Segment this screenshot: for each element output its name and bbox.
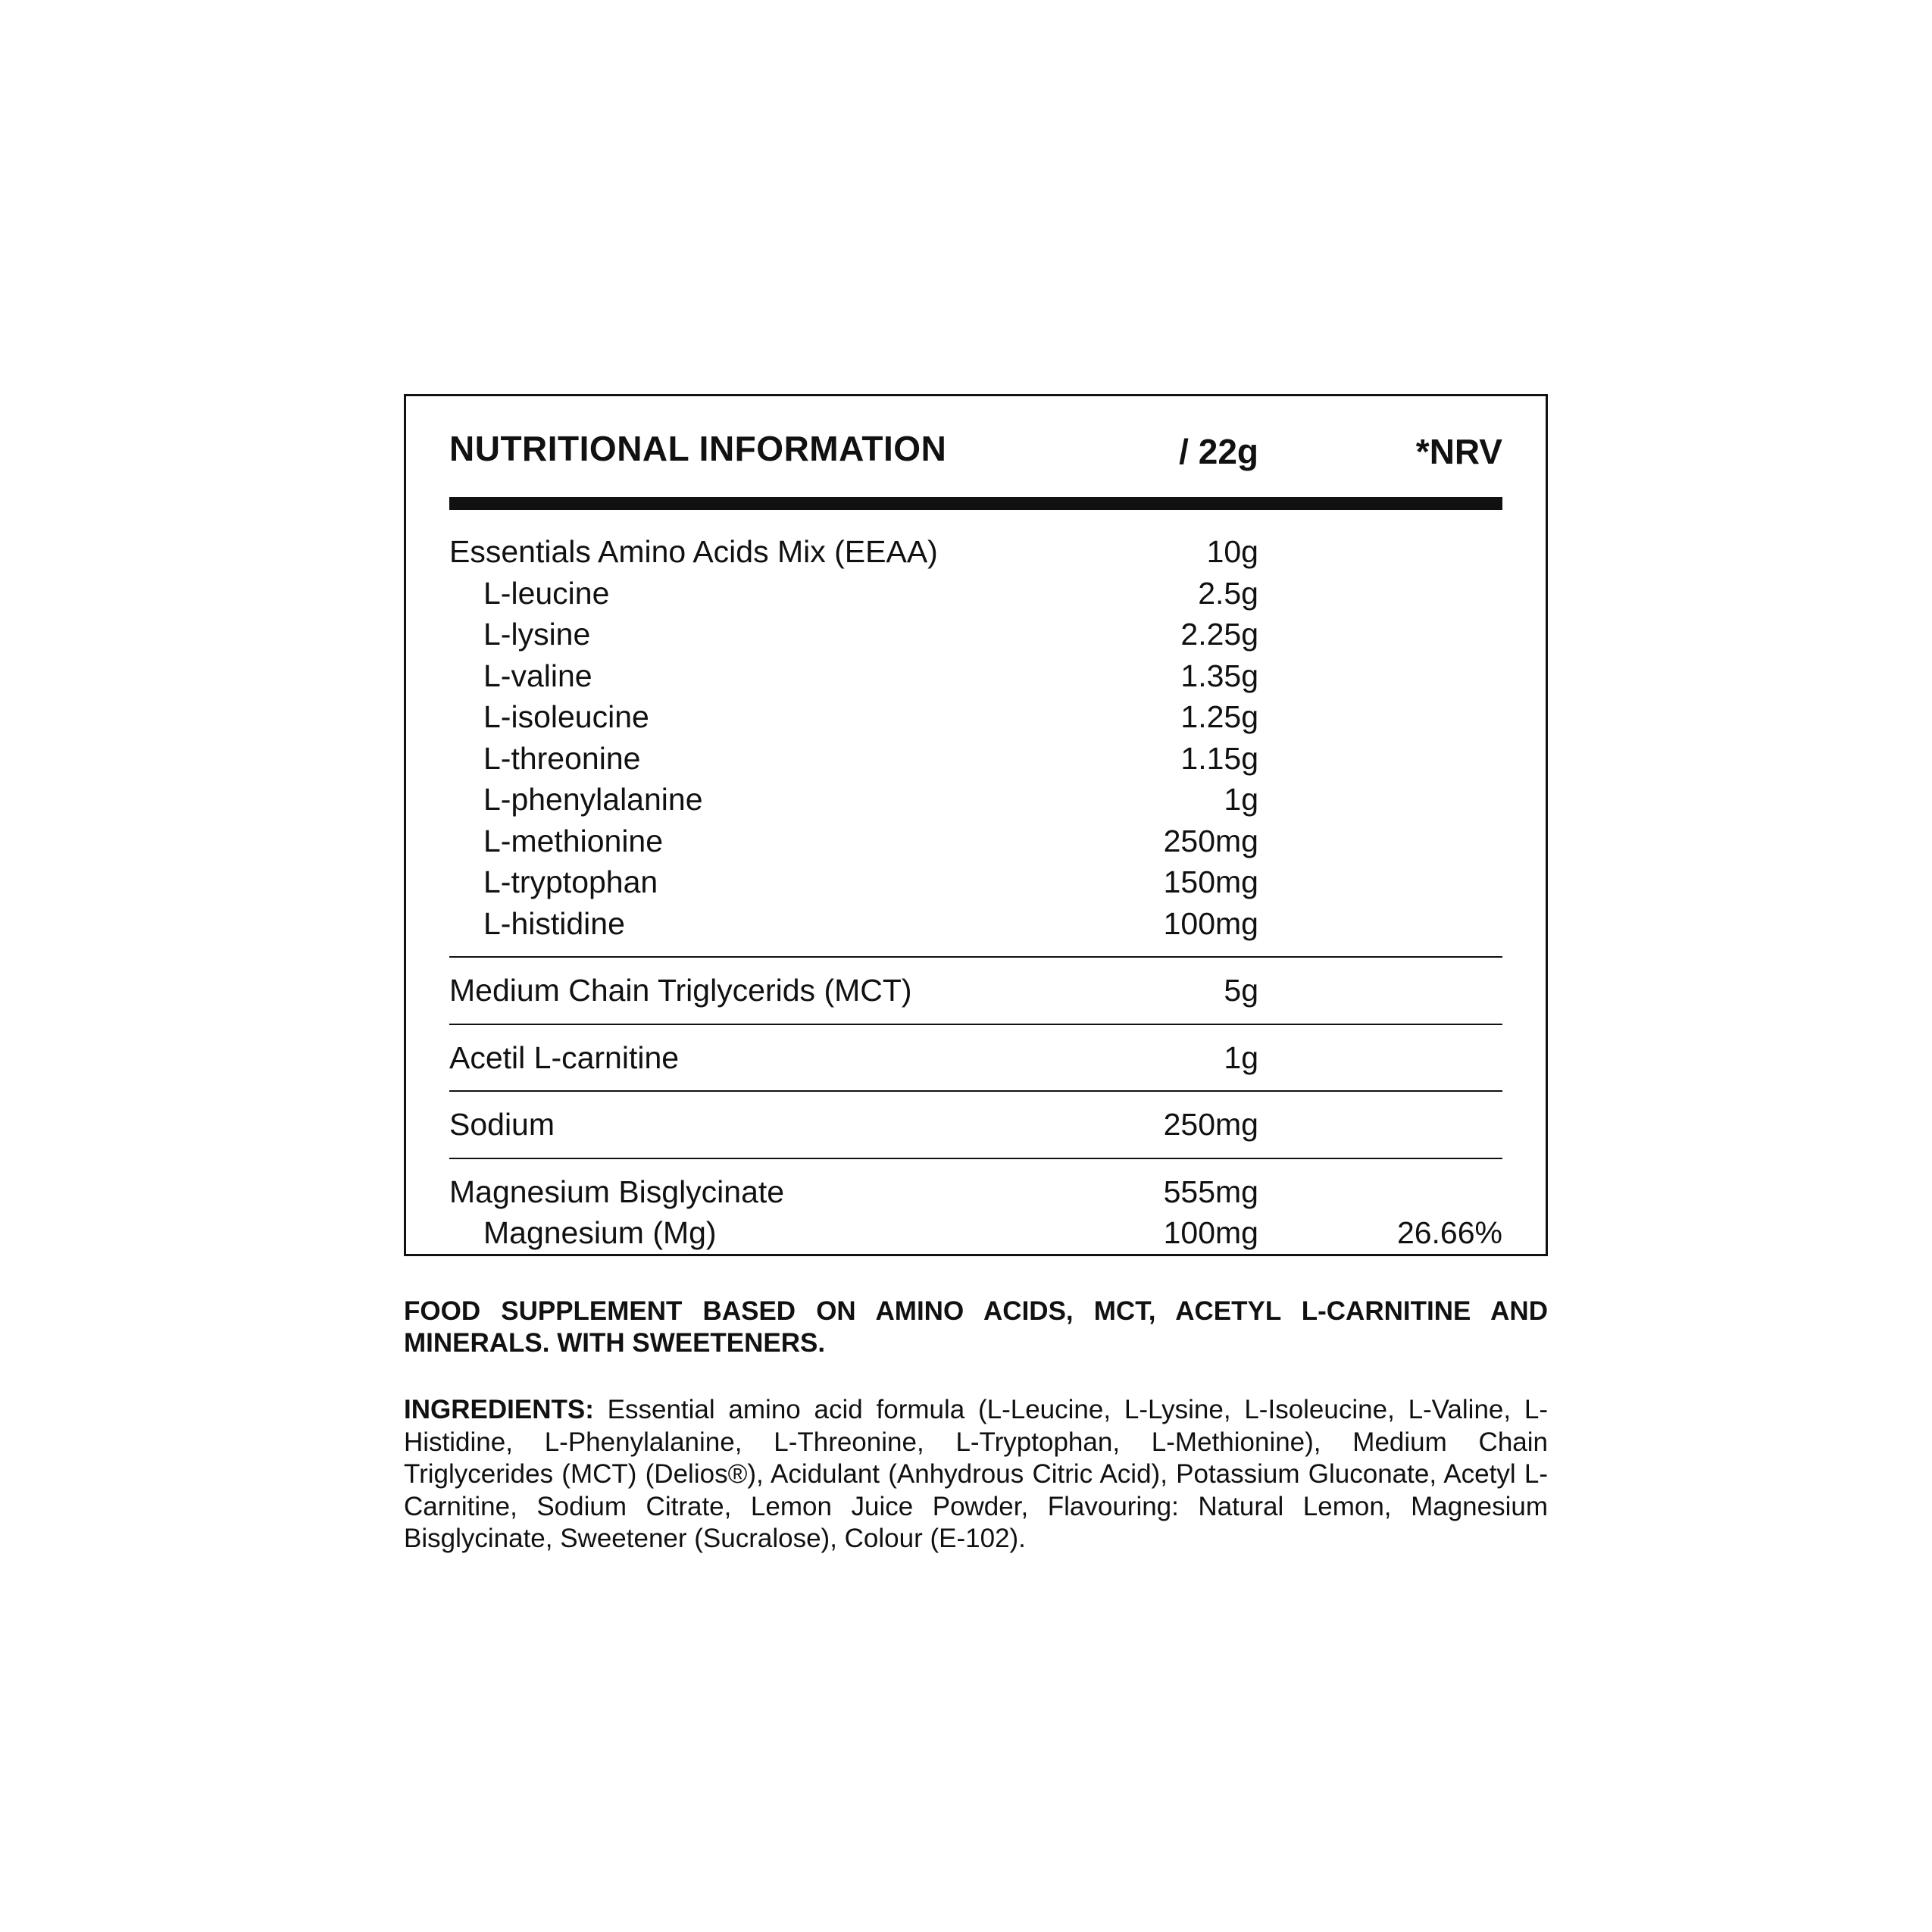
nutrient-amount: 1.35g xyxy=(1180,658,1258,693)
nutrient-name: L-leucine xyxy=(483,575,610,611)
nutrient-amount: 1.15g xyxy=(1180,740,1258,776)
nutrient-name: Acetil L-carnitine xyxy=(449,1039,680,1075)
ingredients-paragraph xyxy=(404,1394,1548,1555)
table-row xyxy=(449,655,1502,697)
nutrient-name: L-tryptophan xyxy=(483,864,658,899)
table-row xyxy=(449,614,1502,655)
nutrient-amount: 2.25g xyxy=(1180,617,1258,652)
table-row xyxy=(449,573,1502,614)
nutrition-table-inner xyxy=(449,396,1502,1254)
nrv-header: *NRV xyxy=(1415,432,1502,471)
nutrient-amount: 100mg xyxy=(1163,905,1258,941)
nutrient-amount: 250mg xyxy=(1163,823,1258,858)
table-row xyxy=(449,821,1502,862)
serving-size-header: / 22g xyxy=(1179,432,1258,471)
table-row xyxy=(449,970,1502,1011)
nutrient-amount: 150mg xyxy=(1163,864,1258,899)
nutrient-amount: 250mg xyxy=(1163,1107,1258,1142)
ingredients-label: INGREDIENTS: xyxy=(404,1395,594,1424)
nutrient-name: L-isoleucine xyxy=(483,699,649,734)
nutrient-name: Medium Chain Triglycerids (MCT) xyxy=(449,973,912,1008)
nutrient-group-sodium xyxy=(449,1090,1502,1146)
table-row xyxy=(449,531,1502,573)
nutrient-name: Sodium xyxy=(449,1107,555,1142)
nutrient-amount: 100mg xyxy=(1163,1215,1258,1250)
table-row xyxy=(449,1037,1502,1079)
table-row xyxy=(449,903,1502,945)
nutrient-name: Magnesium Bisglycinate xyxy=(449,1174,785,1209)
table-row xyxy=(449,1212,1502,1254)
nutrient-name: Essentials Amino Acids Mix (EEAA) xyxy=(449,534,938,569)
nutrient-name: L-methionine xyxy=(483,823,664,858)
table-title: NUTRITIONAL INFORMATION xyxy=(449,429,947,468)
table-body xyxy=(449,531,1502,1254)
header-divider xyxy=(449,497,1502,510)
table-row xyxy=(449,861,1502,903)
nutrient-name: L-threonine xyxy=(483,740,641,776)
nutrient-name: L-lysine xyxy=(483,617,591,652)
nutrient-name: Magnesium (Mg) xyxy=(483,1215,717,1250)
nutrient-amount: 1.25g xyxy=(1180,699,1258,734)
nutrient-group-carnitine xyxy=(449,1024,1502,1079)
nutrient-amount: 5g xyxy=(1224,973,1258,1008)
nutrient-amount: 1g xyxy=(1224,782,1258,817)
table-header xyxy=(449,428,1502,474)
nutrient-amount: 1g xyxy=(1224,1039,1258,1075)
supplement-statement: FOOD SUPPLEMENT BASED ON AMINO ACIDS, MCT, ACETYL L-CARNITINE AND MINERALS. WITH SWEETENERS. xyxy=(404,1296,1548,1358)
nutrient-amount: 555mg xyxy=(1163,1174,1258,1209)
nutrient-group-mct xyxy=(449,956,1502,1011)
nutrient-name: L-histidine xyxy=(483,905,625,941)
nutrient-amount: 10g xyxy=(1206,534,1258,569)
table-row xyxy=(449,696,1502,738)
table-row xyxy=(449,1171,1502,1213)
nutrient-amount: 2.5g xyxy=(1198,575,1258,611)
nutrition-table xyxy=(404,394,1548,1256)
nutrient-name: L-phenylalanine xyxy=(483,782,703,817)
nutrient-group-magnesium xyxy=(449,1158,1502,1254)
ingredients-text: Essential amino acid formula (L-Leucine, L-Lysine, L-Isoleucine, L-Valine, L-Histidine, L-Phenylalanine, L-Threonine, L-Tryptophan, L-Methionine), Medium Chain Triglycerides (MCT) (Delios®), Acidulant (Anhydrous Citric Acid), Potassium Gluconate, Acetyl L-Carnitine, Sodium Citrate, Lemon Juice Powder, Flavouring: Natural Lemon, Magnesium Bisglycinate, Sweetener (Sucralose), Colour (E-102). xyxy=(404,1395,1548,1553)
nutrient-name: L-valine xyxy=(483,658,592,693)
nutrient-nrv: 26.66% xyxy=(1396,1215,1502,1250)
table-row xyxy=(449,1104,1502,1146)
table-row xyxy=(449,779,1502,821)
nutrient-group-eeaa xyxy=(449,531,1502,944)
table-row xyxy=(449,738,1502,780)
